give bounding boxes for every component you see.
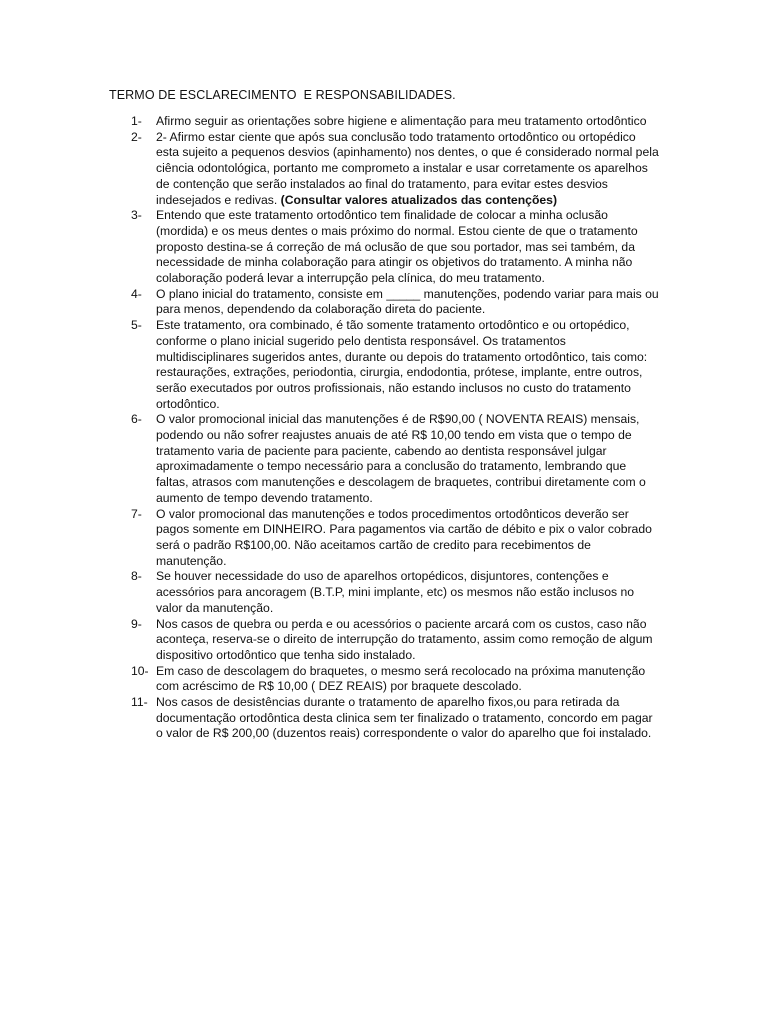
- item-number: 4-: [131, 286, 142, 301]
- item-text: Entendo que este tratamento ortodôntico tem finalidade de colocar a minha oclusão (mordida) e os meus dentes o mais próximo do normal. Estou ciente de que o tratamento proposto destina-se á correção de má oclusão de que sou portador, mas sei também, da necessidade de minha colaboração para atingir os objetivos do tratamento. A minha não colaboração poderá levar a interrupção pela clínica, do meu tratamento.: [156, 208, 638, 286]
- item-text: O valor promocional inicial das manutenções é de R$90,00 ( NOVENTA REAIS) mensais, podendo ou não sofrer reajustes anuais de até R$ 10,00 tendo em vista que o tempo de tratamento varia de paciente para paciente, cabendo ao dentista responsável julgar aproximadamente o tempo necessário para a conclusão do tratamento, lembrando que faltas, atrasos com manutenções e descolagem de braquetes, contribui diretamente com o aumento de tempo devendo tratamento.: [156, 412, 646, 505]
- item-text: Nos casos de quebra ou perda e ou acessórios o paciente arcará com os custos, caso não aconteça, reserva-se o direito de interrupção do tratamento, assim como remoção de algum dispositivo ortodôntico que tenha sido instalado.: [156, 616, 653, 662]
- item-number: 3-: [131, 208, 142, 223]
- list-item: [109, 318, 659, 412]
- item-text: Este tratamento, ora combinado, é tão somente tratamento ortodôntico e ou ortopédico, conforme o plano inicial sugerido pelo dentista responsável. Os tratamentos multidisciplinares sugeridos antes, durante ou depois do tratamento ortodôntico, tais como: restaurações, extrações, periodontia, cirurgia, endodontia, prótese, implante, entre outros, serão executados por outros profissionais, não estando inclusos no custo do tratamento ortodôntico.: [156, 318, 648, 411]
- item-number: 5-: [131, 318, 142, 333]
- item-number: 10-: [131, 663, 149, 678]
- item-number: 6-: [131, 412, 142, 427]
- item-text: O valor promocional das manutenções e todos procedimentos ortodônticos deverão ser pagos somente em DINHEIRO. Para pagamentos via cartão de débito e pix o valor cobrado será o padrão R$100,00. Não aceitamos cartão de credito para recebimentos de manutenção.: [156, 506, 652, 568]
- list-item: [109, 664, 659, 695]
- item-text: O plano inicial do tratamento, consiste em _____ manutenções, podendo variar para mais ou para menos, dependendo da colaboração direta do paciente.: [156, 286, 659, 317]
- item-number: 8-: [131, 569, 142, 584]
- item-text: Nos casos de desistências durante o tratamento de aparelho fixos,ou para retirada da documentação ortodôntica desta clinica sem ter finalizado o tratamento, concordo em pagar o valor de R$ 200,00 (duzentos reais) correspondente o valor do aparelho que foi instalado.: [156, 695, 653, 741]
- document-title: TERMO DE ESCLARECIMENTO E RESPONSABILIDADES.: [109, 88, 456, 102]
- item-number: 7-: [131, 506, 142, 521]
- list-item: [109, 114, 659, 130]
- item-text: Se houver necessidade do uso de aparelhos ortopédicos, disjuntores, contenções e acessórios para ancoragem (B.T.P, mini implante, etc) os mesmos não estão inclusos no valor da manutenção.: [156, 569, 635, 615]
- item-number: 11-: [131, 695, 148, 710]
- item-bold-note: (Consultar valores atualizados das contenções): [280, 192, 557, 207]
- item-number: 2-: [131, 129, 142, 144]
- list-item: [109, 695, 659, 742]
- item-text: Afirmo seguir as orientações sobre higiene e alimentação para meu tratamento ortodôntico: [156, 114, 647, 128]
- terms-list: [109, 114, 659, 742]
- item-text: Em caso de descolagem do braquetes, o mesmo será recolocado na próxima manutenção com acréscimo de R$ 10,00 ( DEZ REAIS) por braquete descolado.: [156, 663, 646, 694]
- item-number: 1-: [131, 114, 142, 128]
- list-item: [109, 130, 659, 209]
- item-text: 2- Afirmo estar ciente que após sua conclusão todo tratamento ortodôntico ou ortopédico esta sujeito a pequenos desvios (apinhamento) nos dentes, o que é considerado normal pela ciência odontológica, portanto me comprometo a instalar e usar corretamente os aparelhos de contenção que serão instalados ao final do tratamento, para evitar estes desvios indesejados e redivas.: [156, 129, 659, 207]
- item-number: 9-: [131, 616, 142, 631]
- list-item: [109, 617, 659, 664]
- list-item: [109, 208, 659, 287]
- list-item: [109, 569, 659, 616]
- list-item: [109, 412, 659, 506]
- list-item: [109, 507, 659, 570]
- list-item: [109, 287, 659, 318]
